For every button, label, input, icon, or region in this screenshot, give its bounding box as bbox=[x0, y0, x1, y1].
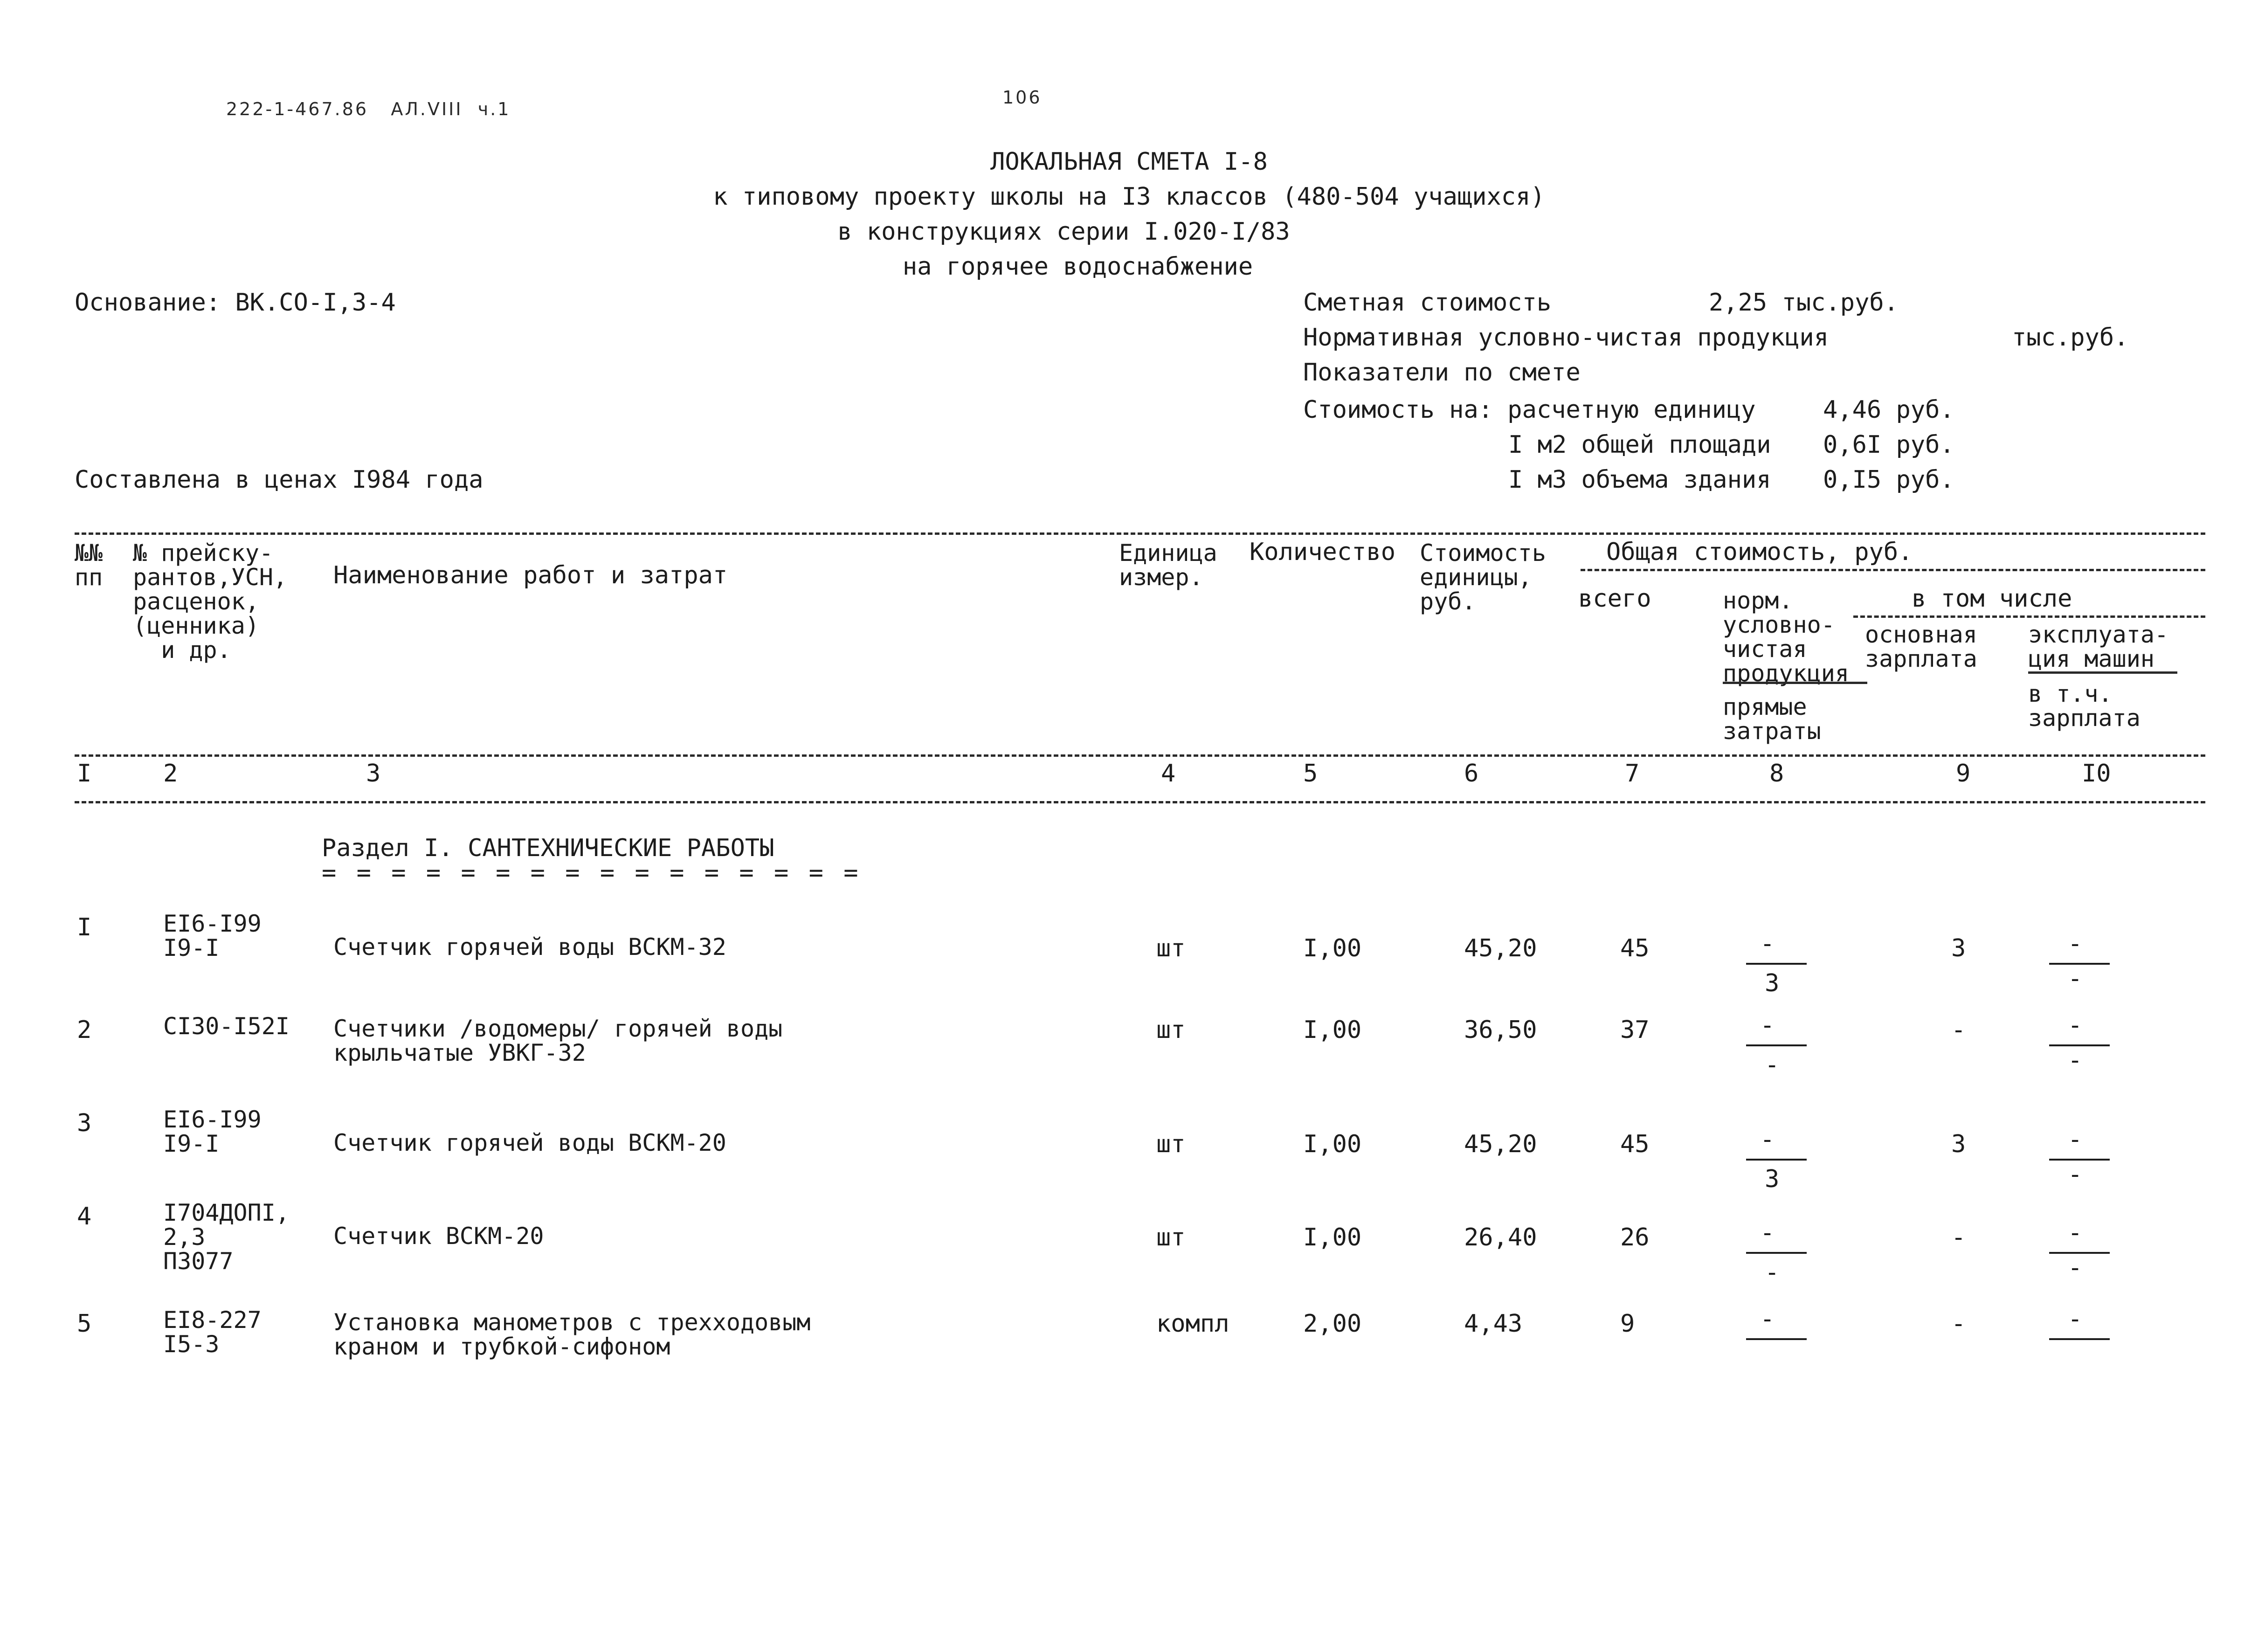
row-base-salary: 3 bbox=[1951, 1130, 1966, 1158]
row-base-salary: - bbox=[1951, 1310, 1966, 1338]
col-number-3: 3 bbox=[366, 760, 381, 788]
row-total: 37 bbox=[1620, 1016, 1650, 1044]
col-number-7: 7 bbox=[1625, 760, 1640, 788]
row-col10-divider bbox=[2049, 1338, 2110, 1340]
norm-output-underline bbox=[1723, 682, 1867, 684]
row-quantity: I,00 bbox=[1303, 1130, 1362, 1158]
row-total: 45 bbox=[1620, 934, 1650, 962]
row-norm-output: - bbox=[1760, 1219, 1775, 1247]
col-header-base-salary: основная зарплата bbox=[1865, 621, 1977, 672]
row-unit: шт bbox=[1156, 1223, 1186, 1251]
row-unit: шт bbox=[1156, 1130, 1186, 1158]
col-header-direct-costs: прямые затраты bbox=[1723, 693, 1821, 745]
row-unit-cost: 26,40 bbox=[1464, 1223, 1537, 1251]
estimate-cost-value: 2,25 тыс.руб. bbox=[1709, 289, 1899, 317]
indicators-label: Показатели по смете bbox=[1303, 359, 1581, 387]
row-incl-salary: - bbox=[2068, 1046, 2083, 1074]
row-total: 26 bbox=[1620, 1223, 1650, 1251]
row-unit-cost: 4,43 bbox=[1464, 1310, 1523, 1338]
row-work-name: Счетчик горячей воды ВСКМ-32 bbox=[333, 933, 726, 961]
basis-text: Основание: ВК.СО-I,3-4 bbox=[75, 289, 396, 317]
row-price-code: I704ДОПI, 2,3 ПЗ077 bbox=[163, 1199, 290, 1275]
row-quantity: I,00 bbox=[1303, 934, 1362, 962]
row-base-salary: - bbox=[1951, 1016, 1966, 1044]
col-numbers-bottom-rule bbox=[75, 801, 2205, 803]
row-col8-divider bbox=[1746, 1252, 1807, 1254]
col-header-including: в том числе bbox=[1912, 585, 2072, 613]
row-direct-costs: 3 bbox=[1765, 1165, 1780, 1193]
row-number: 5 bbox=[77, 1310, 92, 1338]
row-machine-operation: - bbox=[2068, 1011, 2083, 1039]
row-machine-operation: - bbox=[2068, 1219, 2083, 1247]
row-unit: шт bbox=[1156, 934, 1186, 962]
col-number-10: I0 bbox=[2082, 760, 2111, 788]
row-price-code: ЕI6-I99 I9-I bbox=[163, 910, 262, 961]
machine-operation-underline bbox=[2028, 671, 2177, 674]
col-header-incl-salary: в т.ч. зарплата bbox=[2028, 680, 2141, 732]
row-machine-operation: - bbox=[2068, 1126, 2083, 1154]
section-title: Раздел I. САНТЕХНИЧЕСКИЕ РАБОТЫ bbox=[322, 834, 774, 862]
col-header-number: №№ пп bbox=[75, 539, 103, 591]
row-machine-operation: - bbox=[2068, 1305, 2083, 1333]
page-number: 106 bbox=[1002, 87, 1042, 108]
document-subtitle-project: к типовому проекту школы на I3 классов (480-504 учащихся) bbox=[713, 183, 1545, 211]
row-direct-costs: - bbox=[1765, 1258, 1780, 1286]
row-direct-costs: 3 bbox=[1765, 969, 1780, 997]
document-code: 222-1-467.86 АЛ.VIII ч.1 bbox=[226, 99, 511, 119]
row-quantity: 2,00 bbox=[1303, 1310, 1362, 1338]
row-incl-salary: - bbox=[2068, 965, 2083, 993]
row-unit-cost: 36,50 bbox=[1464, 1016, 1537, 1044]
col-number-6: 6 bbox=[1464, 760, 1479, 788]
row-incl-salary: - bbox=[2068, 1254, 2083, 1282]
col-header-quantity: Количество bbox=[1250, 538, 1396, 566]
col-number-2: 2 bbox=[163, 760, 178, 788]
col-number-4: 4 bbox=[1161, 760, 1176, 788]
normative-output-unit: тыс.руб. bbox=[2012, 324, 2129, 352]
row-work-name: Установка манометров с трехходовым краном и трубкой-сифоном bbox=[333, 1309, 811, 1360]
row-col8-divider bbox=[1746, 1044, 1807, 1046]
row-total: 45 bbox=[1620, 1130, 1650, 1158]
table-top-rule bbox=[75, 532, 2205, 535]
row-direct-costs: - bbox=[1765, 1051, 1780, 1079]
row-incl-salary: - bbox=[2068, 1161, 2083, 1189]
col-number-9: 9 bbox=[1956, 760, 1971, 788]
col-header-unit: Единица измер. bbox=[1119, 539, 1217, 591]
row-col8-divider bbox=[1746, 1338, 1807, 1340]
document-subtitle-series: в конструкциях серии I.020-I/83 bbox=[837, 218, 1290, 246]
col-header-unit-cost: Стоимость единицы, руб. bbox=[1420, 539, 1546, 615]
row-col8-divider bbox=[1746, 1159, 1807, 1161]
cost-per-unit-label: Стоимость на: расчетную единицу bbox=[1303, 396, 1756, 424]
row-col8-divider bbox=[1746, 963, 1807, 965]
col-header-norm-output: норм. условно- чистая продукция bbox=[1723, 587, 1849, 687]
row-number: I bbox=[77, 913, 92, 941]
row-number: 3 bbox=[77, 1109, 92, 1137]
col-header-total-cost: Общая стоимость, руб. bbox=[1606, 538, 1913, 566]
row-norm-output: - bbox=[1760, 1126, 1775, 1154]
normative-output-label: Нормативная условно-чистая продукция bbox=[1303, 324, 1829, 352]
row-norm-output: - bbox=[1760, 930, 1775, 958]
row-unit-cost: 45,20 bbox=[1464, 1130, 1537, 1158]
row-price-code: СI30-I52I bbox=[163, 1013, 290, 1040]
row-number: 2 bbox=[77, 1016, 92, 1044]
col-header-total: всего bbox=[1578, 585, 1651, 613]
estimate-cost-label: Сметная стоимость bbox=[1303, 289, 1552, 317]
row-number: 4 bbox=[77, 1203, 92, 1230]
cost-per-m2-value: 0,6I руб. bbox=[1823, 431, 1954, 459]
total-cost-rule bbox=[1581, 569, 2205, 571]
row-quantity: I,00 bbox=[1303, 1223, 1362, 1251]
row-unit: шт bbox=[1156, 1016, 1186, 1044]
row-total: 9 bbox=[1620, 1310, 1635, 1338]
row-unit-cost: 45,20 bbox=[1464, 934, 1537, 962]
cost-per-m3-value: 0,I5 руб. bbox=[1823, 466, 1954, 494]
including-rule bbox=[1853, 615, 2205, 618]
col-number-8: 8 bbox=[1769, 760, 1784, 788]
cost-per-m3-label: I м3 объема здания bbox=[1508, 466, 1771, 494]
col-header-machine-operation: эксплуата- ция машин bbox=[2028, 621, 2169, 672]
col-header-work-name: Наименование работ и затрат bbox=[333, 561, 728, 589]
row-norm-output: - bbox=[1760, 1011, 1775, 1039]
cost-per-unit-value: 4,46 руб. bbox=[1823, 396, 1954, 424]
row-work-name: Счетчик ВСКМ-20 bbox=[333, 1223, 544, 1250]
row-quantity: I,00 bbox=[1303, 1016, 1362, 1044]
compiled-prices-text: Составлена в ценах I984 года bbox=[75, 466, 483, 494]
row-base-salary: - bbox=[1951, 1223, 1966, 1251]
row-work-name: Счетчики /водомеры/ горячей воды крыльчатые УВКГ-32 bbox=[333, 1015, 783, 1066]
row-work-name: Счетчик горячей воды ВСКМ-20 bbox=[333, 1129, 726, 1156]
row-machine-operation: - bbox=[2068, 930, 2083, 958]
row-price-code: ЕI6-I99 I9-I bbox=[163, 1106, 262, 1157]
document-title: ЛОКАЛЬНАЯ СМЕТА I-8 bbox=[990, 148, 1268, 176]
document-subtitle-purpose: на горячее водоснабжение bbox=[902, 253, 1253, 281]
header-bottom-rule bbox=[75, 754, 2205, 757]
row-base-salary: 3 bbox=[1951, 934, 1966, 962]
row-norm-output: - bbox=[1760, 1305, 1775, 1333]
col-number-5: 5 bbox=[1303, 760, 1318, 788]
col-header-price-list: № прейску- рантов,УСН, расценок, (ценника) и др. bbox=[133, 539, 288, 664]
section-title-underline: = = = = = = = = = = = = = = = = bbox=[322, 859, 861, 887]
row-price-code: ЕI8-227 I5-3 bbox=[163, 1306, 262, 1358]
cost-per-m2-label: I м2 общей площади bbox=[1508, 431, 1771, 459]
col-number-1: I bbox=[77, 760, 92, 788]
row-unit: компл bbox=[1156, 1310, 1229, 1338]
